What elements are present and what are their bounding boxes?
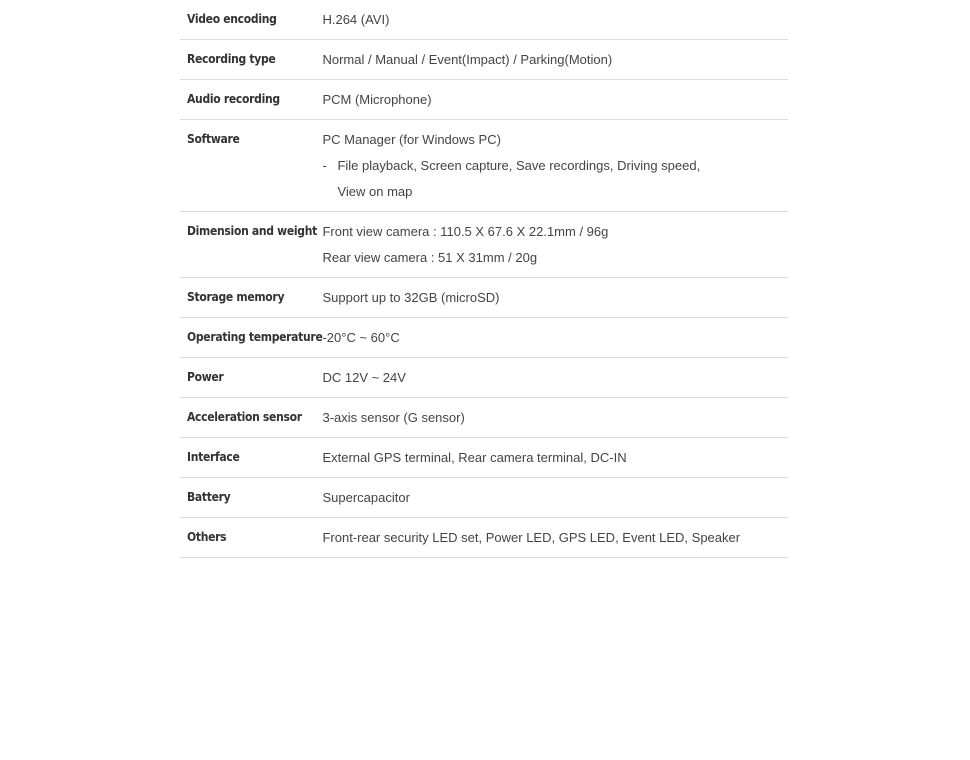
dash-bullet: -	[322, 158, 327, 173]
spec-value-line: DC 12V ~ 24V	[322, 370, 406, 385]
spec-value	[322, 212, 788, 278]
spec-value-line: Normal / Manual / Event(Impact) / Parking(Motion)	[322, 52, 613, 67]
spec-value-line: External GPS terminal, Rear camera terminal, DC-IN	[322, 450, 627, 465]
spec-row-software	[180, 120, 788, 212]
spec-value	[322, 358, 788, 398]
spec-row-operating-temperature	[180, 318, 788, 358]
spec-value	[322, 438, 788, 478]
spec-row-video-encoding	[180, 0, 788, 40]
spec-label: Acceleration sensor	[187, 410, 302, 424]
spec-value	[322, 318, 788, 358]
spec-row-storage-memory	[180, 278, 788, 318]
spec-label: Storage memory	[187, 290, 285, 304]
spec-value-line: PC Manager (for Windows PC)	[322, 132, 501, 147]
spec-label: Others	[187, 530, 227, 544]
spec-value-line: 3-axis sensor (G sensor)	[322, 410, 465, 425]
spec-sub-item	[322, 158, 788, 199]
spec-value	[322, 478, 788, 518]
spec-label: Video encoding	[187, 12, 277, 26]
spec-label: Operating temperature	[187, 330, 323, 344]
spec-label: Recording type	[187, 52, 276, 66]
spec-value	[322, 0, 788, 40]
spec-value	[322, 398, 788, 438]
spec-sub-item-line: File playback, Screen capture, Save recordings, Driving speed,	[337, 158, 701, 173]
spec-value-line: PCM (Microphone)	[322, 92, 432, 107]
spec-value	[322, 120, 788, 212]
spec-row-others	[180, 518, 788, 558]
spec-row-recording-type	[180, 40, 788, 80]
spec-label: Dimension and weight	[187, 224, 317, 238]
spec-row-power	[180, 358, 788, 398]
spec-row-dimension-and-weight	[180, 212, 788, 278]
spec-row-audio-recording	[180, 80, 788, 120]
spec-value	[322, 278, 788, 318]
spec-row-battery	[180, 478, 788, 518]
spec-value	[322, 518, 788, 558]
spec-value	[322, 40, 788, 80]
spec-value-line: Front view camera : 110.5 X 67.6 X 22.1mm / 96g	[322, 224, 609, 239]
spec-value-line: Supercapacitor	[322, 490, 410, 505]
spec-label: Power	[187, 370, 224, 384]
spec-row-acceleration-sensor	[180, 398, 788, 438]
spec-value	[322, 80, 788, 120]
spec-value-line: -20°C ~ 60°C	[322, 330, 400, 345]
spec-value-line: Front-rear security LED set, Power LED, GPS LED, Event LED, Speaker	[322, 530, 741, 545]
spec-value-line: Support up to 32GB (microSD)	[322, 290, 500, 305]
spec-value-line: H.264 (AVI)	[322, 12, 390, 27]
spec-row-interface	[180, 438, 788, 478]
spec-label: Battery	[187, 490, 231, 504]
spec-label: Software	[187, 132, 240, 146]
spec-table	[180, 0, 788, 558]
spec-sub-item-line: View on map	[337, 184, 413, 199]
spec-value-line: Rear view camera : 51 X 31mm / 20g	[322, 250, 538, 265]
spec-label: Audio recording	[187, 92, 280, 106]
spec-label: Interface	[187, 450, 240, 464]
